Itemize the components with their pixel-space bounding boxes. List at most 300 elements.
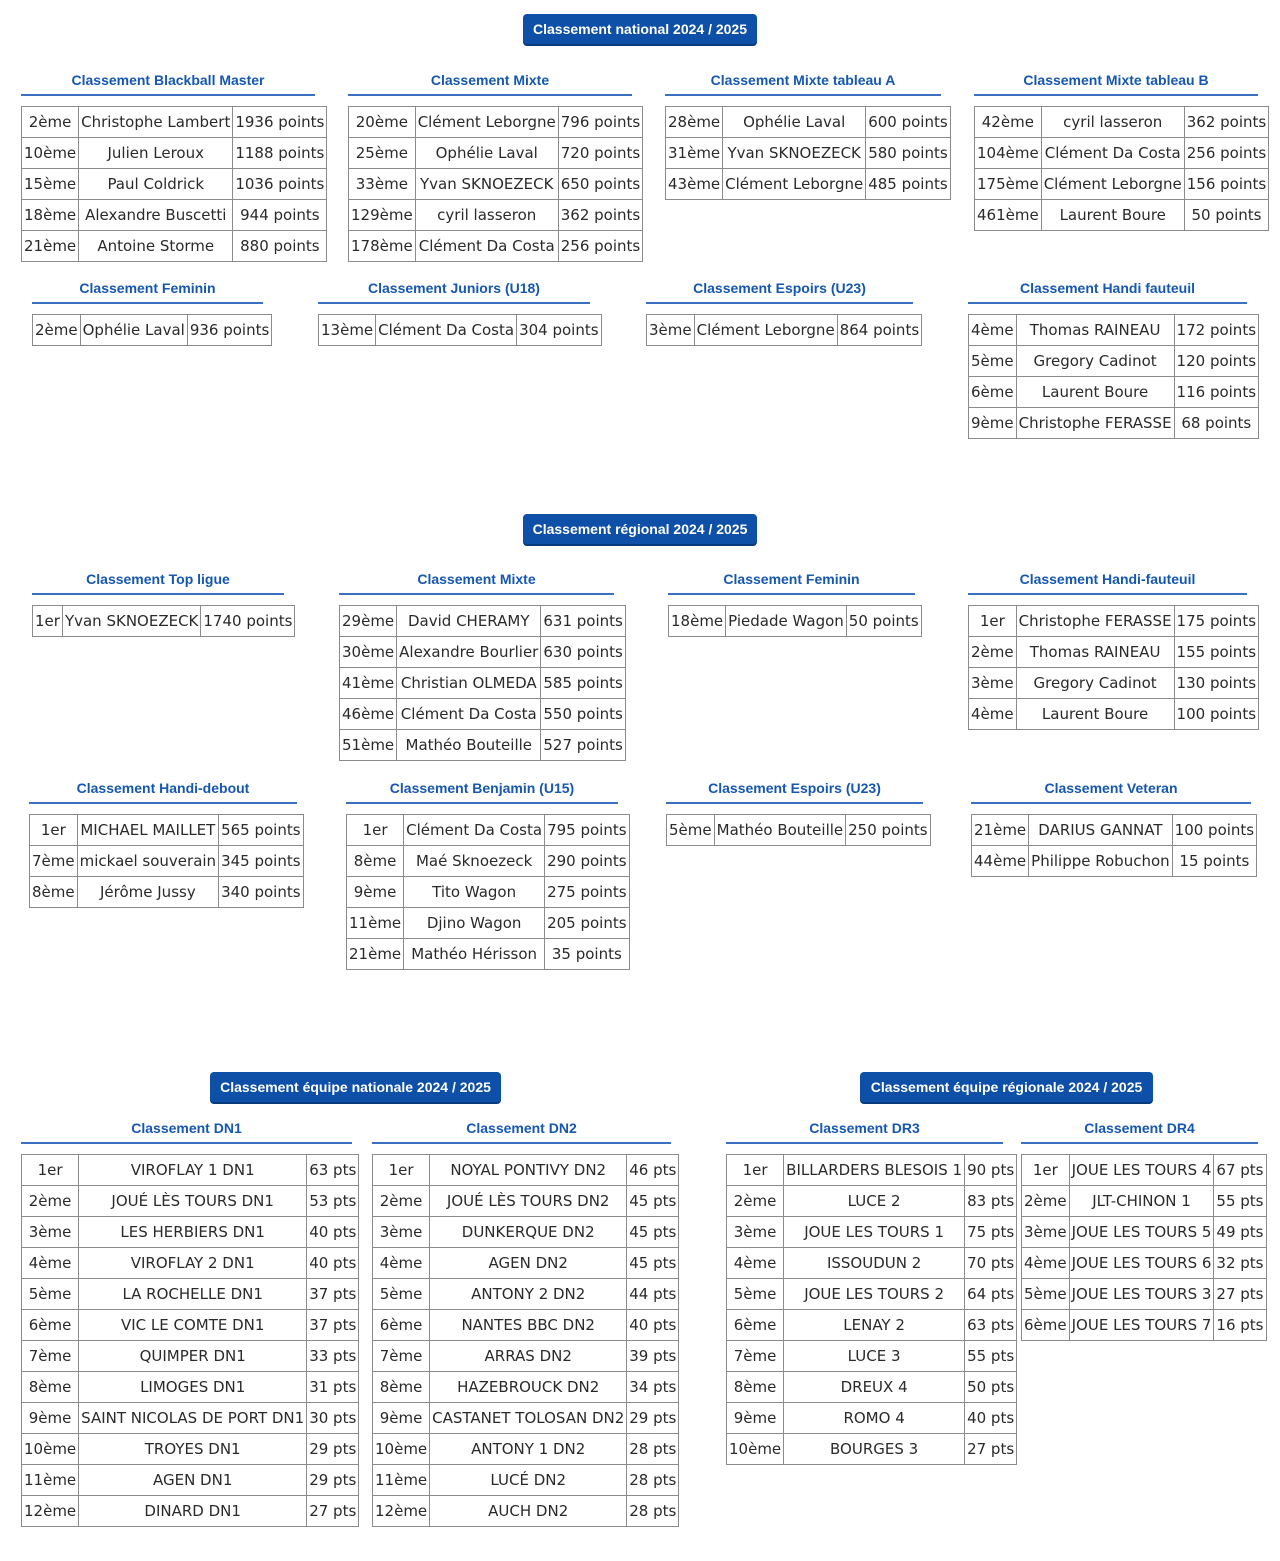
name-cell: Laurent Boure [1041,200,1184,231]
table-row [349,107,643,138]
table-row [975,138,1269,169]
ranking-group [32,280,270,346]
rank-cell: 6ème [969,377,1017,408]
table-row [666,169,951,200]
ranking-group [971,780,1255,877]
rank-cell: 4ème [969,699,1017,730]
rank-cell: 18ème [22,200,79,231]
name-cell: AGEN DN1 [79,1465,307,1496]
rank-cell: 178ème [349,231,416,262]
points-cell: 70 pts [965,1248,1017,1279]
table-row [972,815,1257,846]
table-row [349,231,643,262]
name-cell: CASTANET TOLOSAN DN2 [430,1403,627,1434]
table-row [22,1403,359,1434]
rank-cell: 42ème [975,107,1042,138]
points-cell: 29 pts [627,1403,679,1434]
ranking-table [665,106,951,200]
rank-cell: 5ème [1022,1279,1070,1310]
name-cell: Clément Da Costa [376,315,517,346]
ranking-group [665,72,948,200]
table-row [727,1372,1017,1403]
table-row [319,315,602,346]
points-cell: 28 pts [627,1496,679,1527]
national-section-title: Classement national 2024 / 2025 [523,14,757,44]
points-cell: 32 pts [1214,1248,1266,1279]
name-cell: Maé Sknoezeck [404,846,545,877]
points-cell: 28 pts [627,1434,679,1465]
points-cell: 256 points [1184,138,1268,169]
rank-cell: 4ème [1022,1248,1070,1279]
rank-cell: 1er [969,606,1017,637]
table-row [972,846,1257,877]
rank-cell: 43ème [666,169,723,200]
table-row [727,1217,1017,1248]
name-cell: Christian OLMEDA [397,668,541,699]
ranking-table [32,314,272,346]
table-row [30,877,304,908]
points-cell: 256 points [558,231,642,262]
rank-cell: 8ème [347,846,404,877]
points-cell: 880 points [233,231,327,262]
points-cell: 27 pts [1214,1279,1266,1310]
name-cell: Clément Leborgne [415,107,558,138]
ranking-group [346,780,627,970]
table-row [22,1372,359,1403]
table-row [349,200,643,231]
group-title: Classement Handi-fauteuil [968,571,1247,595]
name-cell: AGEN DN2 [430,1248,627,1279]
ranking-table [29,814,304,908]
name-cell: NANTES BBC DN2 [430,1310,627,1341]
rank-cell: 104ème [975,138,1042,169]
table-row [340,730,626,761]
points-cell: 550 points [541,699,625,730]
group-title: Classement Feminin [668,571,915,595]
rank-cell: 8ème [373,1372,430,1403]
ranking-table [339,605,626,761]
name-cell: LENAY 2 [784,1310,965,1341]
name-cell: Clément Da Costa [397,699,541,730]
rank-cell: 5ème [667,815,715,846]
name-cell: Julien Leroux [79,138,233,169]
points-cell: 64 pts [965,1279,1017,1310]
name-cell: LIMOGES DN1 [79,1372,307,1403]
rank-cell: 8ème [22,1372,79,1403]
name-cell: AUCH DN2 [430,1496,627,1527]
group-title: Classement Top ligue [32,571,284,595]
name-cell: Thomas RAINEAU [1016,637,1174,668]
rank-cell: 3ème [1022,1217,1070,1248]
points-cell: 50 pts [965,1372,1017,1403]
points-cell: 16 pts [1214,1310,1266,1341]
points-cell: 28 pts [627,1465,679,1496]
points-cell: 362 points [558,200,642,231]
rank-cell: 28ème [666,107,723,138]
rank-cell: 10ème [22,138,79,169]
name-cell: Yvan SKNOEZECK [415,169,558,200]
group-title: Classement Juniors (U18) [318,280,590,304]
rank-cell: 10ème [727,1434,784,1465]
table-row [1022,1186,1267,1217]
points-cell: 46 pts [627,1155,679,1186]
name-cell: Antoine Storme [79,231,233,262]
table-row [373,1341,679,1372]
table-row [727,1310,1017,1341]
table-row [969,346,1259,377]
rank-cell: 9ème [727,1403,784,1434]
table-row [669,606,922,637]
table-row [347,846,630,877]
name-cell: MICHAEL MAILLET [77,815,218,846]
table-row [347,877,630,908]
name-cell: Mathéo Hérisson [404,939,545,970]
rank-cell: 10ème [373,1434,430,1465]
table-row [975,200,1269,231]
ranking-table [726,1154,1017,1465]
name-cell: Clément Leborgne [1041,169,1184,200]
rank-cell: 25ème [349,138,416,169]
name-cell: Christophe Lambert [79,107,233,138]
points-cell: 55 pts [965,1341,1017,1372]
name-cell: ARRAS DN2 [430,1341,627,1372]
name-cell: Laurent Boure [1016,699,1174,730]
ranking-group [974,72,1267,231]
table-row [727,1155,1017,1186]
table-row [373,1310,679,1341]
name-cell: LES HERBIERS DN1 [79,1217,307,1248]
points-cell: 600 points [866,107,950,138]
name-cell: BILLARDERS BLESOIS 1 [784,1155,965,1186]
points-cell: 55 pts [1214,1186,1266,1217]
group-title: Classement Mixte [339,571,614,595]
rank-cell: 2ème [373,1186,430,1217]
points-cell: 250 points [846,815,930,846]
rank-cell: 4ème [969,315,1017,346]
points-cell: 27 pts [965,1434,1017,1465]
rank-cell: 5ème [969,346,1017,377]
points-cell: 205 points [545,908,629,939]
rank-cell: 9ème [347,877,404,908]
ranking-table [21,1154,359,1527]
ranking-table [346,814,630,970]
rank-cell: 7ème [22,1341,79,1372]
rank-cell: 7ème [30,846,78,877]
points-cell: 63 pts [307,1155,359,1186]
ranking-group [646,280,920,346]
table-row [22,138,327,169]
points-cell: 527 points [541,730,625,761]
rank-cell: 5ème [22,1279,79,1310]
name-cell: JOUE LES TOURS 7 [1069,1310,1214,1341]
ranking-group [668,571,919,637]
group-title: Classement Handi fauteuil [968,280,1247,304]
table-row [373,1155,679,1186]
rank-cell: 9ème [22,1403,79,1434]
points-cell: 362 points [1184,107,1268,138]
points-cell: 67 pts [1214,1155,1266,1186]
table-row [1022,1248,1267,1279]
rank-cell: 11ème [22,1465,79,1496]
rank-cell: 3ème [969,668,1017,699]
table-row [727,1248,1017,1279]
rank-cell: 4ème [22,1248,79,1279]
points-cell: 345 points [219,846,303,877]
name-cell: Christophe FERASSE [1016,408,1174,439]
points-cell: 40 pts [627,1310,679,1341]
ranking-group [32,571,293,637]
table-row [727,1434,1017,1465]
table-row [347,939,630,970]
rank-cell: 6ème [727,1310,784,1341]
points-cell: 650 points [558,169,642,200]
name-cell: LUCE 2 [784,1186,965,1217]
rank-cell: 12ème [373,1496,430,1527]
rank-cell: 2ème [33,315,81,346]
rank-cell: 9ème [969,408,1017,439]
name-cell: Gregory Cadinot [1016,346,1174,377]
group-title: Classement DR3 [726,1120,1003,1144]
rank-cell: 8ème [727,1372,784,1403]
rank-cell: 46ème [340,699,397,730]
name-cell: Clément Leborgne [723,169,866,200]
table-row [969,668,1259,699]
points-cell: 45 pts [627,1186,679,1217]
name-cell: Thomas RAINEAU [1016,315,1174,346]
name-cell: Paul Coldrick [79,169,233,200]
table-row [373,1248,679,1279]
name-cell: Yvan SKNOEZECK [723,138,866,169]
name-cell: ROMO 4 [784,1403,965,1434]
points-cell: 29 pts [307,1465,359,1496]
table-row [22,1279,359,1310]
ranking-table [968,314,1259,439]
name-cell: SAINT NICOLAS DE PORT DN1 [79,1403,307,1434]
name-cell: Tito Wagon [404,877,545,908]
table-row [22,1217,359,1248]
ranking-table [21,106,327,262]
rank-cell: 1er [22,1155,79,1186]
table-row [1022,1279,1267,1310]
group-title: Classement Espoirs (U23) [666,780,923,804]
name-cell: ANTONY 2 DN2 [430,1279,627,1310]
ranking-group [968,280,1257,439]
rank-cell: 2ème [22,107,79,138]
ranking-table [666,814,931,846]
rank-cell: 21ème [22,231,79,262]
points-cell: 45 pts [627,1248,679,1279]
points-cell: 944 points [233,200,327,231]
points-cell: 630 points [541,637,625,668]
name-cell: HAZEBROUCK DN2 [430,1372,627,1403]
table-row [340,668,626,699]
points-cell: 795 points [545,815,629,846]
table-row [22,107,327,138]
group-title: Classement Benjamin (U15) [346,780,618,804]
table-row [22,1496,359,1527]
table-row [22,1434,359,1465]
ranking-table [974,106,1269,231]
name-cell: Alexandre Buscetti [79,200,233,231]
table-row [340,637,626,668]
points-cell: 864 points [837,315,921,346]
group-title: Classement DR4 [1021,1120,1258,1144]
name-cell: JOUÉ LÈS TOURS DN1 [79,1186,307,1217]
table-row [969,377,1259,408]
table-row [969,637,1259,668]
rank-cell: 21ème [347,939,404,970]
regional-section-title: Classement régional 2024 / 2025 [523,514,757,544]
name-cell: JLT-CHINON 1 [1069,1186,1214,1217]
table-row [666,107,951,138]
ranking-group [372,1120,677,1527]
table-row [347,815,630,846]
points-cell: 68 points [1174,408,1258,439]
rank-cell: 18ème [669,606,726,637]
name-cell: Piedade Wagon [726,606,847,637]
table-row [727,1279,1017,1310]
group-title: Classement Veteran [971,780,1251,804]
ranking-table [372,1154,679,1527]
points-cell: 1188 points [233,138,327,169]
rank-cell: 2ème [22,1186,79,1217]
table-row [1022,1310,1267,1341]
table-row [373,1279,679,1310]
name-cell: BOURGES 3 [784,1434,965,1465]
rank-cell: 30ème [340,637,397,668]
points-cell: 175 points [1174,606,1258,637]
ranking-group [339,571,623,761]
table-row [969,408,1259,439]
name-cell: DARIUS GANNAT [1029,815,1173,846]
ranking-table [32,605,295,637]
table-row [22,200,327,231]
ranking-group [318,280,599,346]
name-cell: cyril lasseron [1041,107,1184,138]
table-row [22,1310,359,1341]
points-cell: 15 points [1172,846,1256,877]
points-cell: 172 points [1174,315,1258,346]
name-cell: Gregory Cadinot [1016,668,1174,699]
points-cell: 33 pts [307,1341,359,1372]
group-title: Classement Espoirs (U23) [646,280,913,304]
name-cell: JOUÉ LÈS TOURS DN2 [430,1186,627,1217]
points-cell: 34 pts [627,1372,679,1403]
ranking-table [318,314,602,346]
table-row [1022,1155,1267,1186]
table-row [22,1248,359,1279]
points-cell: 39 pts [627,1341,679,1372]
rank-cell: 21ème [972,815,1029,846]
points-cell: 304 points [517,315,601,346]
rank-cell: 175ème [975,169,1042,200]
group-title: Classement Handi-debout [29,780,297,804]
points-cell: 120 points [1174,346,1258,377]
points-cell: 50 points [846,606,921,637]
rank-cell: 11ème [347,908,404,939]
table-row [727,1186,1017,1217]
points-cell: 83 pts [965,1186,1017,1217]
rank-cell: 6ème [22,1310,79,1341]
rank-cell: 7ème [727,1341,784,1372]
points-cell: 37 pts [307,1310,359,1341]
points-cell: 44 pts [627,1279,679,1310]
ranking-table [1021,1154,1267,1341]
name-cell: Laurent Boure [1016,377,1174,408]
name-cell: Philippe Robuchon [1029,846,1173,877]
rank-cell: 3ème [727,1217,784,1248]
points-cell: 63 pts [965,1310,1017,1341]
points-cell: 796 points [558,107,642,138]
table-row [340,699,626,730]
ranking-group [968,571,1257,730]
points-cell: 290 points [545,846,629,877]
rank-cell: 129ème [349,200,416,231]
table-row [22,1341,359,1372]
table-row [33,606,295,637]
name-cell: ANTONY 1 DN2 [430,1434,627,1465]
name-cell: Ophélie Laval [80,315,187,346]
rank-cell: 41ème [340,668,397,699]
rank-cell: 4ème [373,1248,430,1279]
points-cell: 936 points [187,315,271,346]
table-row [373,1434,679,1465]
group-title: Classement Mixte tableau A [665,72,941,96]
ranking-group [666,780,928,846]
rank-cell: 29ème [340,606,397,637]
name-cell: DINARD DN1 [79,1496,307,1527]
table-row [373,1217,679,1248]
group-title: Classement DN2 [372,1120,671,1144]
rank-cell: 13ème [319,315,376,346]
name-cell: DUNKERQUE DN2 [430,1217,627,1248]
rank-cell: 6ème [373,1310,430,1341]
rank-cell: 20ème [349,107,416,138]
rank-cell: 8ème [30,877,78,908]
team-national-section-title: Classement équipe nationale 2024 / 2025 [210,1072,501,1102]
name-cell: Mathéo Bouteille [714,815,846,846]
points-cell: 155 points [1174,637,1258,668]
name-cell: JOUE LES TOURS 4 [1069,1155,1214,1186]
points-cell: 30 pts [307,1403,359,1434]
points-cell: 35 points [545,939,629,970]
points-cell: 49 pts [1214,1217,1266,1248]
name-cell: QUIMPER DN1 [79,1341,307,1372]
points-cell: 1740 points [201,606,295,637]
group-title: Classement DN1 [21,1120,352,1144]
name-cell: LUCE 3 [784,1341,965,1372]
table-row [666,138,951,169]
ranking-group [726,1120,1015,1465]
rank-cell: 5ème [727,1279,784,1310]
ranking-group [21,72,325,262]
ranking-table [971,814,1257,877]
name-cell: ISSOUDUN 2 [784,1248,965,1279]
name-cell: David CHERAMY [397,606,541,637]
rank-cell: 44ème [972,846,1029,877]
points-cell: 100 points [1174,699,1258,730]
points-cell: 130 points [1174,668,1258,699]
name-cell: LUCÉ DN2 [430,1465,627,1496]
table-row [373,1372,679,1403]
rank-cell: 1er [1022,1155,1070,1186]
rank-cell: 1er [30,815,78,846]
table-row [969,699,1259,730]
table-row [349,169,643,200]
table-row [969,606,1259,637]
rank-cell: 7ème [373,1341,430,1372]
table-row [975,169,1269,200]
